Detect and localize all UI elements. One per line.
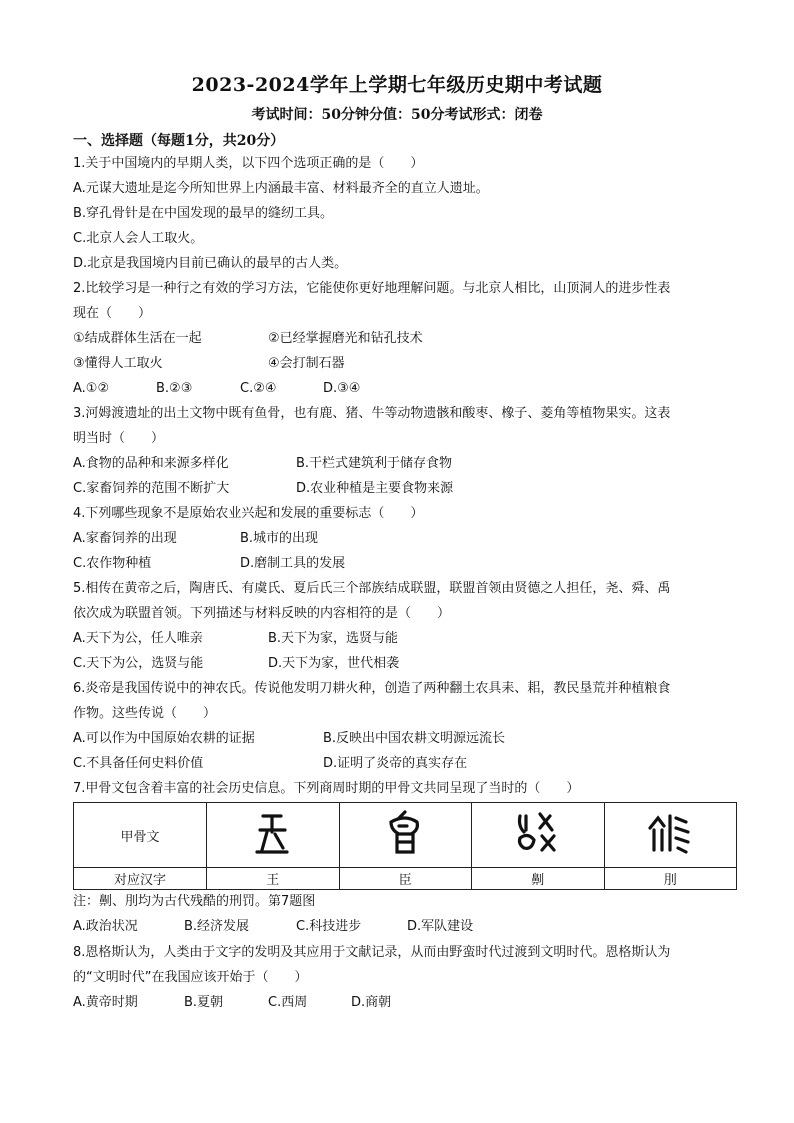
q2-item-2: ②已经掌握磨光和钻孔技术: [268, 331, 423, 346]
q5-option-c: C.天下为公，选贤与能: [73, 656, 204, 671]
glyph-yue-image: [642, 808, 698, 858]
q1-option-a: A.元谋大遗址是迄今所知世界上内涵最丰富、材料最齐全的直立人遗址。: [73, 181, 489, 196]
glyph-chen-image: [377, 808, 433, 858]
q8-stem-line1: 8.恩格斯认为，人类由于文字的发明及其应用于文献记录，从而由野蛮时代过渡到文明时代。恩格斯认为: [73, 945, 671, 960]
q2-option-b: B.②③: [156, 381, 193, 396]
q8-stem-line2: 的“文明时代”在我国应该开始于（ ）: [73, 970, 308, 985]
q2-item-1: ①结成群体生活在一起: [73, 331, 202, 346]
q3-option-c: C.家畜饲养的范围不断扩大: [73, 481, 230, 496]
q8-option-a: A.黄帝时期: [73, 995, 138, 1010]
q6-option-a: A.可以作为中国原始农耕的证据: [73, 731, 255, 746]
q3-option-b: B.干栏式建筑利于储存食物: [296, 456, 453, 471]
row-label-chinese: 对应汉字: [74, 868, 207, 890]
q6-stem-line1: 6.炎帝是我国传说中的神农氏。传说他发明刀耕火种，创造了两种翻土农具耒、耜，教民垦荒并种植粮食: [73, 681, 671, 696]
q7-option-b: B.经济发展: [184, 919, 250, 934]
oracle-glyph-yi: [472, 803, 605, 868]
q5-option-a: A.天下为公，任人唯亲: [73, 631, 203, 646]
q4-option-c: C.农作物种植: [73, 556, 152, 571]
oracle-glyph-wang: [207, 803, 340, 868]
q3-stem-line2: 明当时（ ）: [73, 431, 165, 446]
q5-stem-line1: 5.相传在黄帝之后，陶唐氏、有虞氏、夏后氏三个部族结成联盟，联盟首领由贤德之人担任，尧、舜、禹: [73, 581, 671, 596]
q2-item-4: ④会打制石器: [268, 356, 345, 371]
oracle-bone-table: [73, 802, 737, 890]
q6-option-b: B.反映出中国农耕文明源远流长: [323, 731, 506, 746]
exam-info: 考试时间：50分钟分值：50分考试形式：闭卷: [251, 107, 543, 123]
char-cell: 刖: [604, 868, 737, 890]
q7-option-c: C.科技进步: [296, 919, 362, 934]
q4-option-d: D.磨制工具的发展: [240, 556, 346, 571]
q4-option-a: A.家畜饲养的出现: [73, 531, 177, 546]
q6-option-d: D.证明了炎帝的真实存在: [323, 756, 468, 771]
q2-option-a: A.①②: [73, 381, 110, 396]
q8-option-d: D.商朝: [351, 995, 392, 1010]
row-label-oracle: 甲骨文: [74, 803, 207, 868]
q2-stem-line1: 2.比较学习是一种行之有效的学习方法，它能使你更好地理解问题。与北京人相比，山顶洞人的进步性表: [73, 281, 671, 296]
q7-note: 注：劓、刖均为古代残酷的刑罚。第7题图: [73, 894, 316, 909]
glyph-wang-image: [245, 808, 301, 858]
q6-option-c: C.不具备任何史料价值: [73, 756, 204, 771]
q1-option-b: B.穿孔骨针是在中国发现的最早的缝纫工具。: [73, 206, 334, 221]
q2-item-3: ③懂得人工取火: [73, 356, 163, 371]
q3-option-d: D.农业种植是主要食物来源: [296, 481, 454, 496]
q4-stem: 4.下列哪些现象不是原始农业兴起和发展的重要标志（ ）: [73, 506, 424, 521]
oracle-glyph-yue: [604, 803, 737, 868]
q7-option-d: D.军队建设: [407, 919, 474, 934]
q5-option-b: B.天下为家，选贤与能: [268, 631, 399, 646]
oracle-bone-row: [74, 803, 737, 868]
q8-option-b: B.夏朝: [184, 995, 224, 1010]
q5-option-d: D.天下为家，世代相袭: [268, 656, 400, 671]
section-heading: 一、选择题（每题1分，共20分）: [73, 133, 285, 149]
q1-option-d: D.北京是我国境内目前已确认的最早的古人类。: [73, 256, 348, 271]
char-cell: 臣: [339, 868, 472, 890]
glyph-yi-image: [510, 808, 566, 858]
char-cell: 劓: [472, 868, 605, 890]
q2-option-c: C.②④: [240, 381, 277, 396]
q3-stem-line1: 3.河姆渡遗址的出土文物中既有鱼骨，也有鹿、猪、牛等动物遗骸和酸枣、橡子、菱角等植物果实。这表: [73, 406, 671, 421]
q1-option-c: C.北京人会人工取火。: [73, 231, 204, 246]
q8-option-c: C.西周: [268, 995, 308, 1010]
q2-option-d: D.③④: [323, 381, 361, 396]
q1-stem: 1.关于中国境内的早期人类，以下四个选项正确的是（ ）: [73, 156, 424, 171]
q4-option-b: B.城市的出现: [240, 531, 319, 546]
q5-stem-line2: 依次成为联盟首领。下列描述与材料反映的内容相符的是（ ）: [73, 606, 451, 621]
q7-option-a: A.政治状况: [73, 919, 138, 934]
char-cell: 王: [207, 868, 340, 890]
oracle-glyph-chen: [339, 803, 472, 868]
q7-stem: 7.甲骨文包含着丰富的社会历史信息。下列商周时期的甲骨文共同呈现了当时的（ ）: [73, 781, 580, 796]
q6-stem-line2: 作物。这些传说（ ）: [73, 706, 217, 721]
chinese-char-row: [74, 868, 737, 890]
exam-title: 2023-2024学年上学期七年级历史期中考试题: [191, 74, 603, 96]
q3-option-a: A.食物的品种和来源多样化: [73, 456, 229, 471]
q2-stem-line2: 现在（ ）: [73, 306, 152, 321]
